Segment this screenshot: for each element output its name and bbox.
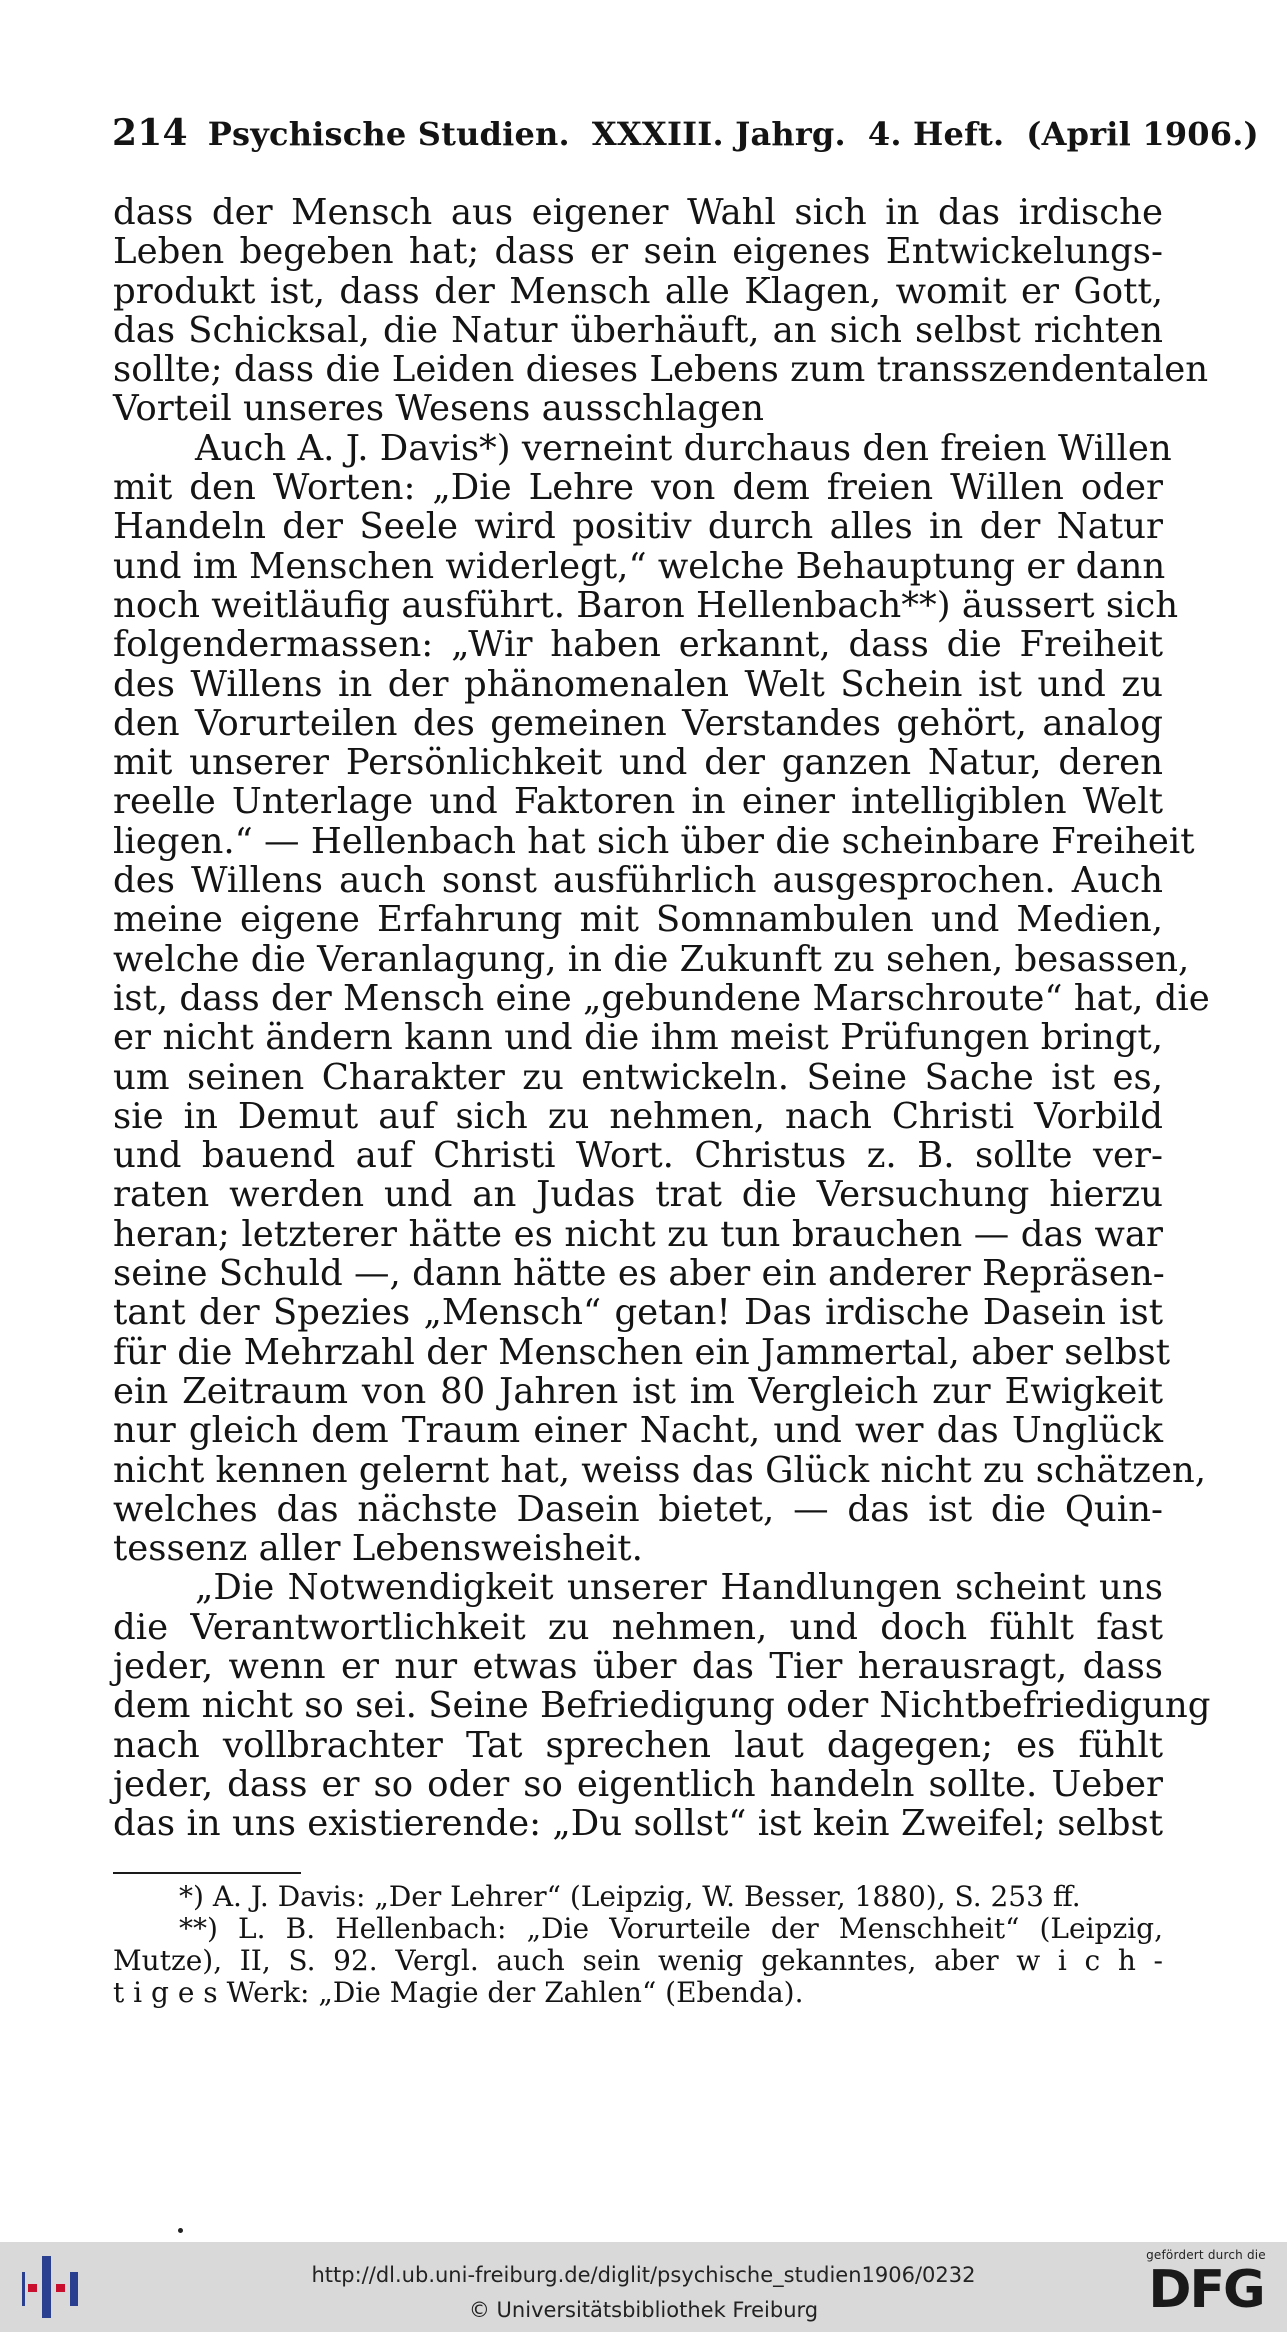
document-url-link[interactable]: http://dl.ub.uni-freiburg.de/diglit/psychische_studien1906/0232 <box>311 2263 976 2287</box>
body-line: nicht kennen gelernt hat, weiss das Glück nicht zu schätzen, <box>113 1449 1206 1491</box>
journal-title: Psychische Studien. <box>207 115 570 153</box>
body-line: mit unserer Persönlichkeit und der ganzen Natur, deren <box>113 742 1163 784</box>
body-line: mit den Worten: „Die Lehre von dem freien Willen oder <box>113 467 1163 509</box>
body-line: jeder, dass er so oder so eigentlich handeln sollte. Ueber <box>113 1763 1163 1805</box>
body-line: seine Schuld —, dann hätte es aber ein anderer Repräsen- <box>113 1253 1165 1295</box>
body-line: produkt ist, dass der Mensch alle Klagen, womit er Gott, <box>113 270 1163 312</box>
body-line: Handeln der Seele wird positiv durch alles in der Natur <box>113 506 1163 548</box>
dfg-caption: gefördert durch die <box>1146 2248 1266 2262</box>
body-line: reelle Unterlage und Faktoren in einer intelligiblen Welt <box>113 781 1163 823</box>
body-line: heran; letzterer hätte es nicht zu tun brauchen — das war <box>113 1213 1163 1255</box>
body-line: und im Menschen widerlegt,“ welche Behauptung er dann <box>113 545 1166 587</box>
body-line: des Willens auch sonst ausführlich ausgesprochen. Auch <box>113 860 1163 902</box>
body-line: für die Mehrzahl der Menschen ein Jammertal, aber selbst <box>113 1331 1171 1373</box>
body-line: den Vorurteilen des gemeinen Verstandes gehört, analog <box>113 702 1163 744</box>
body-line: welche die Veranlagung, in die Zukunft zu sehen, besassen, <box>113 938 1190 980</box>
body-line: raten werden und an Judas trat die Versuchung hierzu <box>113 1174 1163 1216</box>
body-line: sollte; dass die Leiden dieses Lebens zum transszendentalen <box>113 349 1209 391</box>
dfg-wordmark: DFG <box>1148 2260 1264 2320</box>
body-line: Vorteil unseres Wesens ausschlagen <box>113 388 764 430</box>
body-line: das Schicksal, die Natur überhäuft, an sich selbst richten <box>113 309 1163 351</box>
body-line: und bauend auf Christi Wort. Christus z. B. sollte ver- <box>113 1135 1163 1177</box>
running-head <box>112 112 1259 154</box>
body-line: liegen.“ — Hellenbach hat sich über die scheinbare Freiheit <box>113 820 1195 862</box>
dfg-logo <box>1136 2248 1276 2328</box>
footnotes <box>113 1881 1163 2009</box>
copyright-notice: © Universitätsbibliothek Freiburg <box>468 2298 819 2322</box>
page-number: 214 <box>112 112 188 154</box>
body-line: tessenz aller Lebensweisheit. <box>113 1528 643 1570</box>
body-line: meine eigene Erfahrung mit Somnambulen und Medien, <box>113 899 1163 941</box>
body-line: Auch A. J. Davis*) verneint durchaus den freien Willen <box>195 427 1172 469</box>
footnote-line: **) L. B. Hellenbach: „Die Vorurteile der Menschheit“ (Leipzig, <box>179 1912 1163 1945</box>
issue-label: 4. Heft. <box>867 115 1005 153</box>
body-line: folgendermassen: „Wir haben erkannt, dass die Freiheit <box>113 624 1163 666</box>
body-line: dass der Mensch aus eigener Wahl sich in das irdische <box>113 192 1163 233</box>
footnote-line: t i g e s Werk: „Die Magie der Zahlen“ (Ebenda). <box>113 1976 804 2009</box>
volume-label: XXXIII. Jahrg. <box>591 115 846 153</box>
footnote-line: *) A. J. Davis: „Der Lehrer“ (Leipzig, W. Besser, 1880), S. 253 ff. <box>179 1880 1081 1913</box>
body-line: das in uns existierende: „Du sollst“ ist kein Zweifel; selbst <box>113 1803 1163 1845</box>
body-line: des Willens in der phänomenalen Welt Schein ist und zu <box>113 663 1163 705</box>
body-line: die Verantwortlichkeit zu nehmen, und doch fühlt fast <box>113 1606 1163 1648</box>
body-text <box>113 192 1211 1845</box>
body-line: jeder, wenn er nur etwas über das Tier herausragt, dass <box>113 1645 1163 1687</box>
body-line: noch weitläufig ausführt. Baron Hellenbach**) äussert sich <box>113 584 1179 626</box>
body-line: er nicht ändern kann und die ihm meist Prüfungen bringt, <box>113 1017 1163 1059</box>
body-line: nur gleich dem Traum einer Nacht, und wer das Unglück <box>113 1410 1163 1452</box>
body-line: dem nicht so sei. Seine Befriedigung oder Nichtbefriedigung <box>113 1685 1211 1727</box>
footnote-divider <box>113 1872 301 1874</box>
footnote-line: Mutze), II, S. 92. Vergl. auch sein wenig gekanntes, aber w i c h - <box>113 1944 1163 1977</box>
body-line: ein Zeitraum von 80 Jahren ist im Vergleich zur Ewigkeit <box>113 1370 1163 1412</box>
body-line: welches das nächste Dasein bietet, — das ist die Quin- <box>113 1488 1163 1530</box>
issue-date: (April 1906.) <box>1026 115 1259 153</box>
body-line: Leben begeben hat; dass er sein eigenes Entwickelungs- <box>113 231 1163 273</box>
body-line: nach vollbrachter Tat sprechen laut dagegen; es fühlt <box>113 1724 1163 1766</box>
body-line: sie in Demut auf sich zu nehmen, nach Christi Vorbild <box>113 1095 1163 1137</box>
body-line: tant der Spezies „Mensch“ getan! Das irdische Dasein ist <box>113 1292 1163 1334</box>
body-line: ist, dass der Mensch eine „gebundene Marschroute“ hat, die <box>113 977 1210 1019</box>
body-line: um seinen Charakter zu entwickeln. Seine Sache ist es, <box>113 1056 1163 1098</box>
scan-speck <box>178 2228 183 2233</box>
body-line: „Die Notwendigkeit unserer Handlungen scheint uns <box>195 1567 1163 1609</box>
